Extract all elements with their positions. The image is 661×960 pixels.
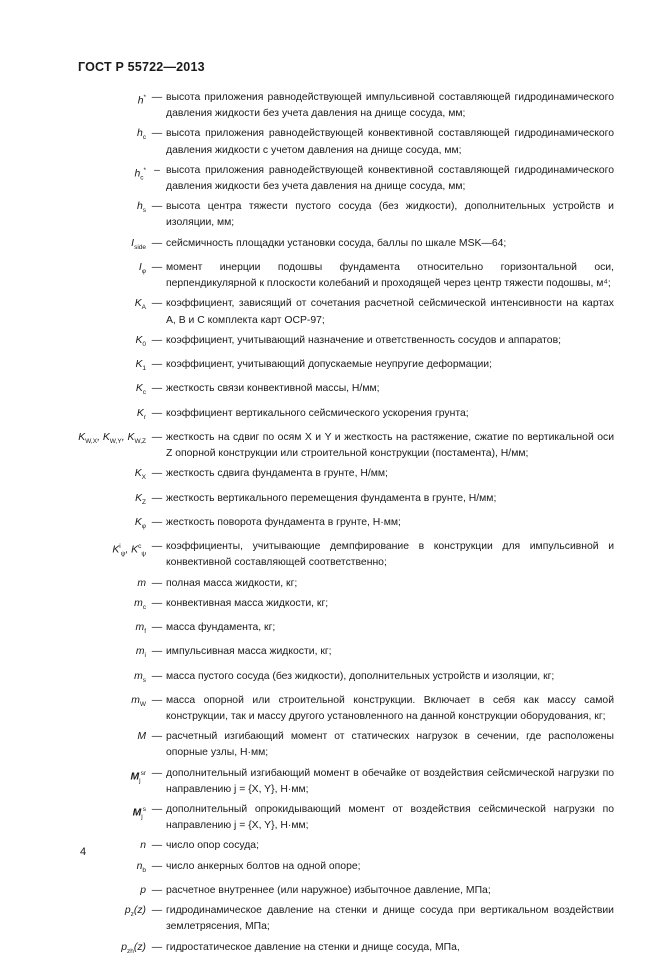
definition-symbol: $p_z(z)$ [124,905,146,919]
definition-row [0,296,661,328]
definition-text: гидродинамическое давление на стенки и днище сосуда при вертикальном воздействии землетрясения, МПа; [166,905,614,933]
definition-dash: – [154,164,160,176]
definition-text: дополнительный изгибающий момент в обечайке от воздействия сейсмической нагрузки по направлению j = {X, Y}, Н·мм; [166,767,614,795]
definition-text: высота приложения равнодействующей конвективной составляющей гидродинамического давления жидкости с учетом давления на днище сосуда, мм; [166,128,614,156]
definition-dash: — [151,92,163,103]
definition-symbol: $m_W$ [131,694,146,708]
definition-dash: — [151,541,163,553]
definition-text: расчетное внутреннее (или наружное) избыточное давление, МПа; [166,884,491,896]
definition-row [0,163,661,195]
definition-text: коэффициенты, учитывающие демпфирование в конструкции для импульсивной и конвективной составляющей соответственно; [166,541,614,569]
definition-symbol: $K_c$ [135,383,146,397]
definition-dash: — [151,492,163,504]
definition-symbol: $m_c$ [134,597,146,611]
definition-text: высота центра тяжести пустого сосуда (без жидкости), дополнительных устройств и изоляции, мм; [166,201,614,229]
document-header: ГОСТ Р 55722—2013 [78,60,205,74]
definition-row [0,491,661,511]
definition-row [0,199,661,231]
definition-dash: — [151,767,163,779]
definition-text: расчетный изгибающий момент от статических нагрузок в сечении, где расположены опорные узлы, Н·мм; [166,731,614,759]
definition-text: число анкерных болтов на одной опоре; [166,860,361,872]
definition-text: жесткость вертикального перемещения фундамента в грунте, Н/мм; [166,492,497,504]
definition-row [0,766,661,798]
definition-text: гидростатическое давление на стенки и днище сосуда, МПа, [166,941,460,953]
definition-dash: — [151,261,163,273]
definition-symbol: $K^i_\psi$, $K^c_\psi$ [112,543,146,558]
definition-text: число опор сосуда; [166,840,259,852]
definition-row [0,802,661,834]
definition-symbol: $K_\varphi$ [134,516,146,530]
definition-row [0,430,661,462]
definition-dash: — [151,359,163,370]
definition-text: конвективная масса жидкости, кг; [166,597,329,609]
definition-dash: — [151,670,163,682]
definition-row [0,126,661,158]
definition-dash: — [151,407,163,419]
definition-row [0,515,661,535]
definition-row [0,381,661,401]
definition-symbol: $M_j^{sr}$ [130,769,146,785]
definition-dash: — [151,646,163,658]
definition-dash: — [151,731,163,743]
definition-dash: — [151,468,163,480]
definition-row [0,90,661,122]
definition-row [0,539,661,571]
definition-dash: — [151,577,163,589]
definition-dash: — [151,597,163,609]
definition-symbol: $h_c^*$ [134,166,146,182]
definition-row [0,576,661,592]
definition-dash: — [151,298,163,310]
definition-dash: — [151,237,163,249]
definition-dash: — [151,905,163,917]
definition-row [0,333,661,353]
definition-dash: — [151,128,163,140]
definition-row [0,236,661,256]
definition-symbol: $K_Z$ [135,492,146,506]
definition-text: полная масса жидкости, кг; [166,577,298,589]
definition-symbol: $I_\varphi$ [138,261,146,275]
definition-text: момент инерции подошвы фундамента относительно горизонтальной оси, перпендикулярной к плоскости колебаний и проходящей через центр тяжести подошвы, м⁴; [166,261,614,290]
definition-symbol: h* [137,94,146,107]
definition-text: сейсмичность площадки установки сосуда, баллы по шкале MSK—64; [166,237,507,249]
definition-row [0,903,661,935]
definition-dash: — [151,334,163,346]
definition-row [0,260,661,292]
definition-text: высота приложения равнодействующей конвективной составляющей гидродинамического давления жидкости без учета давления на днище сосуда, мм; [166,164,614,193]
definition-symbol: $h_s$ [136,201,146,215]
definition-dash: — [151,621,163,633]
definition-symbol: m [137,577,146,589]
definition-text: жесткость связи конвективной массы, Н/мм; [166,383,380,395]
definition-dash: — [151,431,163,443]
definition-dash: — [151,201,163,213]
definition-symbol: $I_{side}$ [131,237,146,251]
definition-dash: — [151,804,163,816]
definition-dash: — [151,941,163,953]
definition-row [0,859,661,879]
definition-symbol: $m_i$ [135,646,146,660]
definition-text: жесткость на сдвиг по осям X и Y и жесткость на растяжение, сжатие по вертикальной оси Z опорной конструкции или строительной конструкции (постамента), Н/мм; [166,431,614,460]
definition-row [0,669,661,689]
definition-text: жесткость поворота фундамента в грунте, Н·мм; [166,516,401,528]
definition-symbol: $K_1$ [135,359,146,373]
definition-text: коэффициент, учитывающий назначение и ответственность сосудов и аппаратов; [166,334,561,346]
definition-text: высота приложения равнодействующей импульсивной составляющей гидродинамического давления жидкости без учета давления на днище сосуда, мм; [166,92,614,120]
definition-symbol: $K_0$ [135,334,146,348]
definition-symbol: $K_r$ [136,407,146,421]
definition-dash: — [151,884,163,896]
definition-symbol: $K_{W,X}$, $K_{W,Y}$, $K_{W,Z}$ [78,431,146,445]
definition-symbol: $m_s$ [134,670,146,684]
definition-symbol: $K_X$ [134,468,146,482]
definition-symbol: $n_b$ [136,860,146,874]
definition-row [0,620,661,640]
definition-row [0,883,661,899]
definition-dash: — [151,694,163,706]
definition-text: коэффициент, зависящий от сочетания расчетной сейсмической интенсивности на картах А, В и С комплекта карт ОСР-97; [166,298,614,326]
definition-text: жесткость сдвига фундамента в грунте, Н/мм; [166,468,388,480]
definition-text: масса фундамента, кг; [166,621,276,633]
definition-row [0,406,661,426]
definition-symbol: $m_f$ [135,621,146,636]
definition-text: дополнительный опрокидывающий момент от воздействия сейсмической нагрузки по направлению j = {X, Y}, Н·мм; [166,804,614,832]
definition-symbol: n [140,840,146,852]
definition-row [0,357,661,377]
definition-text: коэффициент, учитывающий допускаемые неупругие деформации; [166,359,492,370]
definition-symbol: $p_{zh}(z)$ [121,941,146,955]
definition-row [0,729,661,761]
definition-dash: — [151,516,163,528]
definition-row [0,838,661,854]
definition-row [0,644,661,664]
definition-dash: — [151,840,163,852]
definition-text: импульсивная масса жидкости, кг; [166,646,332,658]
definition-row [0,466,661,486]
definition-dash: — [151,860,163,872]
definition-symbol: $M_j^s$ [132,806,146,821]
definition-symbol: $K_A$ [134,298,146,312]
definition-text: коэффициент вертикального сейсмического ускорения грунта; [166,407,469,419]
definition-row [0,596,661,616]
definition-dash: — [151,383,163,395]
definition-text: масса опорной или строительной конструкции. Включает в себя как массу самой конструкции, так и массу другого установленного на данной конструкции оборудования, кг; [166,694,614,723]
definition-row [0,693,661,725]
definition-symbol: p [140,884,146,896]
definitions-list [0,90,661,960]
definition-row [0,940,661,960]
definition-symbol: $h_c$ [136,128,146,142]
definition-symbol: M [137,731,146,743]
definition-text: масса пустого сосуда (без жидкости), дополнительных устройств и изоляции, кг; [166,670,555,682]
page-number: 4 [80,846,87,858]
